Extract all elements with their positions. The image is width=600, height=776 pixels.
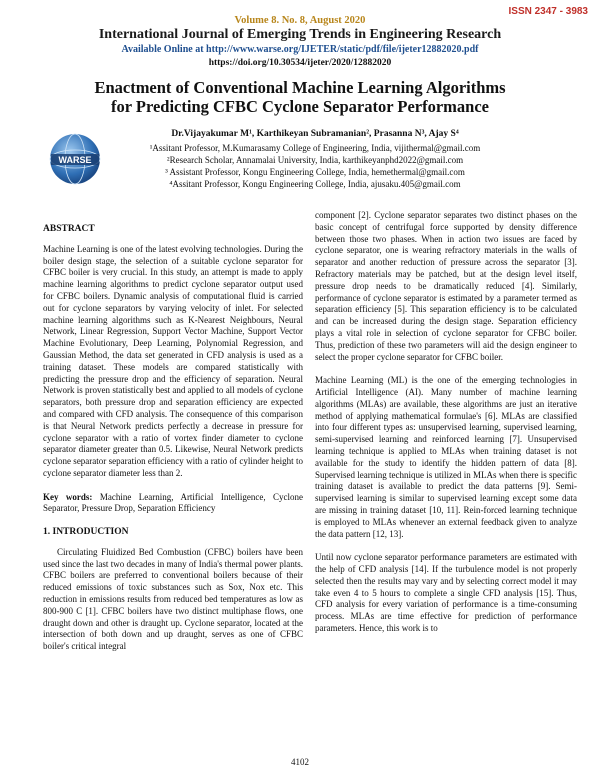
journal-name: International Journal of Emerging Trends in Engineering Research bbox=[98, 27, 502, 42]
right-paragraph-1: component [2]. Cyclone separator separates two distinct phases on the basic concept of centrifugal force supported by density difference between those two phases. When in action two issues are faced by cyclone separator, one is wearing refractory materials in the walls of separator and another reduction of pressure across the separator [3]. Refractory materials may be patched, but at the design level itself, pressure drop needs to be dramatically reduced [4]. Similarly, performance of cyclone separator is estimated by a parameter termed as separation efficiency [5]. This separation efficiency is to be calculated and can be increased during the design stage. Separation efficiency plays a vital role in selection of cyclone separator for CFBC boiler. Thus, prediction of these two parameters will aid the design engineer to select the proper cyclone separator for CFBC boiler. bbox=[315, 210, 577, 362]
keywords-label: Key words: bbox=[43, 491, 93, 502]
doi-link[interactable]: https://doi.org/10.30534/ijeter/2020/12882020 bbox=[208, 58, 392, 68]
volume-info: Volume 8. No. 8, August 2020 bbox=[234, 15, 366, 26]
introduction-heading: 1. INTRODUCTION bbox=[43, 526, 129, 537]
abstract-heading: ABSTRACT bbox=[43, 224, 95, 234]
issn-number: ISSN 2347 - 3983 bbox=[508, 6, 588, 17]
affiliation-4: ⁴Assitant Professor, Kongu Engineering College, India, ajusaku.405@gmail.com bbox=[169, 179, 461, 189]
title-line-1: Enactment of Conventional Machine Learning Algorithms bbox=[94, 78, 506, 97]
affiliation-1: ¹Assitant Professor, M.Kumarasamy College of Engineering, India, vijithermal@gmail.com bbox=[149, 143, 481, 153]
logo-text: WARSE bbox=[58, 155, 92, 165]
right-column bbox=[315, 210, 577, 646]
author-list: Dr.Vijayakumar M¹, Karthikeyan Subramanian², Prasanna N³, Ajay S⁴ bbox=[171, 129, 459, 139]
page-number: 4102 bbox=[291, 757, 309, 767]
online-link[interactable]: Available Online at http://www.warse.org/IJETER/static/pdf/file/ijeter12882020.pdf bbox=[121, 44, 479, 55]
introduction-paragraph-1: Circulating Fluidized Bed Combustion (CFBC) boilers have been used since the last two decades in many of India's thermal power plants. CFBC boilers are preferred to conventional boilers because of their reduced emissions of toxic substances such as Sox, Nox etc. This reduction in emissions results from reduced bed temperatures as low as 800-900 C [1]. CFBC boilers have two distinct multiphase flows, one draught down and other is draught up. Cyclone separator, located at the intersection of both down and up draught, serves as one of CFBC boiler's critical integral bbox=[43, 546, 303, 652]
right-paragraph-2: Machine Learning (ML) is the one of the emerging technologies in Artificial Intelligence (AI). Many number of machine learning algorithms (MLAs) are available, these algorithms are just an iterative method of applying mathematical formulae's [6]. MLAs are classified into four different types as: unsupervised learning, supervised learning, semi-supervised learning and reinforced learning [7]. Unsupervised learning technique is applied to MLAs when training dataset is not available for the study to identify the hidden pattern of data [8]. Supervised learning technique is utilized in MLAs when there is specific training dataset is available to predict the data patterns [9]. Semi-supervised learning is similar to supervised learning except some data are missing in training dataset [10, 11]. Rein-forced learning technique is employed to MLAs whenever an external feedback given to analyze the data pattern [12, 13]. bbox=[315, 375, 577, 539]
keywords-text: Machine Learning, Artificial Intelligence, Cyclone Separator, Pressure Drop, Separation Efficiency bbox=[43, 491, 303, 514]
left-column bbox=[43, 224, 303, 665]
paper-title bbox=[0, 78, 600, 116]
title-line-2: for Predicting CFBC Cyclone Separator Performance bbox=[110, 97, 490, 116]
affiliation-3: ³ Assistant Professor, Kongu Engineering College, India, hemethermal@gmail.com bbox=[165, 167, 465, 177]
right-paragraph-3: Until now cyclone separator performance parameters are estimated with the help of CFD analysis [14]. If the turbulence model is not properly selected then the results may vary and by selecting correct model it may take even 4 to 5 hours to complete a single CFD analysis [15]. Thus, CFD analysis for every variation of performance is a time-consuming process. MLAs are time effective for prediction of performance parameters. Hence, this work is to bbox=[315, 552, 577, 633]
warse-logo bbox=[48, 132, 102, 186]
abstract-text: Machine Learning is one of the latest evolving technologies. During the boiler design stage, the selection of a suitable cyclone separator for CFBC boiler is very crucial. In this study, an attempt is made to apply machine learning algorithms to predict cyclone separator output used for CFBC boilers. Dynamic analysis of computational fluid is carried out for cyclone separators by varying velocity of inlet. For selected machine learning algorithms such as K-Nearest Neighbours, Neural Network, Linear Regression, Support Vector Machine, Support Vector Machine Evolutionary, Deep Learning, Polynomial Regression, and Gaussian Method, the data set generated in CFD analysis is used as a training dataset. These models are compared statistically with predicting the pressure drop and the efficiency of separation. Neural Network is proven statistically best and applied to all models of cyclone separators, both pressure drop and separation efficiency are expected and compared with CFD analysis. The consequence of this comparison is that Neural Network predicts perfectly a decrease in pressure for cyclone separator with a ratio of vortex finder diameter to cyclone separator diameter greater than 0.5. Likewise, Neural Network predicts cyclone separator separation efficiency with a ratio of cylinder height to cyclone separator diameter less than 2. bbox=[43, 243, 303, 478]
affiliation-2: ²Research Scholar, Annamalai University, India, karthikeyanphd2022@gmail.com bbox=[166, 155, 464, 165]
keywords bbox=[43, 492, 303, 516]
